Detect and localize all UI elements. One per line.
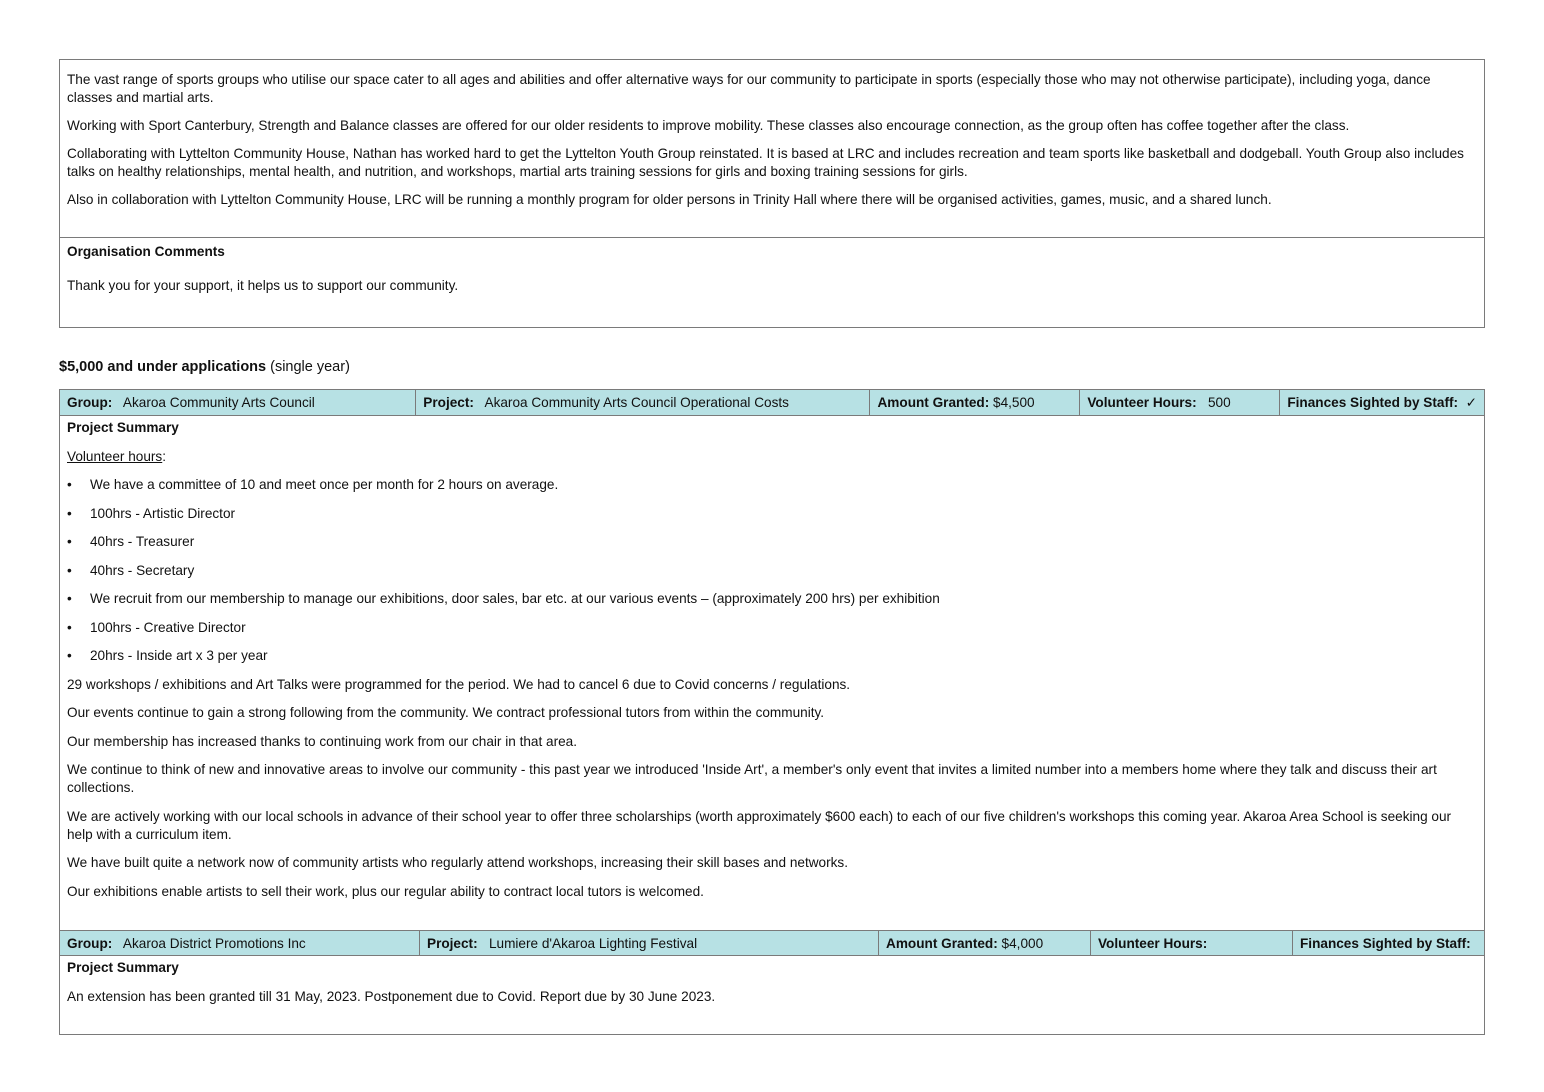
summary-paragraph: 29 workshops / exhibitions and Art Talks were programmed for the period. We had to cancel 6 due to Covid concerns / regulations. — [67, 676, 851, 692]
volunteer-value: 500 — [1207, 395, 1231, 410]
project-summary-continued — [60, 60, 1484, 238]
project-label: Project: — [427, 936, 478, 951]
volunteer-cell — [1090, 931, 1292, 955]
list-item: • We recruit from our membership to manage our exhibitions, door sales, bar etc. at our various events – (approximately 200 hrs) per exhibition — [67, 590, 1477, 608]
volunteer-label: Volunteer Hours: — [1087, 395, 1197, 410]
volunteer-hours-heading-text: Volunteer hours — [67, 448, 163, 464]
summary-paragraph: Also in collaboration with Lyttelton Community House, LRC will be running a monthly program for older persons in Trinity Hall where there will be organised activities, games, music, and a shared lunch. — [67, 192, 1272, 207]
group-label: Group: — [67, 395, 113, 410]
list-item: • 40hrs - Secretary — [67, 562, 1477, 580]
amount-label: Amount Granted: — [886, 936, 998, 951]
summary-paragraph: The vast range of sports groups who utilise our space cater to all ages and abilities and offer alternative ways for our community to participate in sports (especially those who may not otherwise participate), including yoga, dance classes and martial arts. — [67, 72, 1431, 105]
group-cell — [60, 931, 419, 955]
organisation-comments — [60, 238, 1484, 295]
volunteer-hours-list — [67, 476, 1477, 665]
amount-value: $4,500 — [993, 395, 1035, 410]
volunteer-hours-heading: Volunteer hours: — [67, 448, 167, 464]
volunteer-label: Volunteer Hours: — [1098, 936, 1208, 951]
summary-paragraph: We have built quite a network now of community artists who regularly attend workshops, increasing their skill bases and networks. — [67, 855, 849, 870]
amount-value: $4,000 — [1001, 936, 1044, 951]
summary-paragraph: Our exhibitions enable artists to sell their work, plus our regular ability to contract local tutors is welcomed. — [67, 883, 704, 899]
summary-paragraph: We are actively working with our local schools in advance of their school year to offer three scholarships (worth approximately $600 each) to each of our five children's workshops this coming year. Akaroa Area School is seeking our help with a curriculum item. — [67, 808, 1452, 842]
summary-paragraph: An extension has been granted till 31 May, 2023. Postponement due to Covid. Report due by 30 June 2023. — [67, 988, 716, 1004]
finances-cell — [1292, 931, 1484, 955]
summary-paragraph: We continue to think of new and innovative areas to involve our community - this past year we introduced 'Inside Art', a member's only event that invites a limited number into a members home where they talk and discuss their art collections. — [67, 762, 1437, 795]
list-item: • 100hrs - Artistic Director — [67, 505, 1477, 523]
list-item: • We have a committee of 10 and meet once per month for 2 hours on average. — [67, 476, 1477, 494]
application-2 — [60, 930, 1484, 1016]
project-summary — [60, 416, 1484, 901]
summary-paragraph: Our membership has increased thanks to continuing work from our chair in that area. — [67, 733, 578, 749]
section-heading-bold: $5,000 and under applications — [59, 359, 267, 375]
project-value: Akaroa Community Arts Council Operational Costs — [484, 395, 789, 410]
continuation-table — [59, 59, 1485, 328]
group-label: Group: — [67, 936, 113, 951]
project-cell — [419, 931, 878, 955]
list-item: • 40hrs - Treasurer — [67, 533, 1477, 551]
applications-table — [59, 389, 1485, 1035]
finances-cell — [1279, 390, 1484, 415]
summary-paragraph: Our events continue to gain a strong following from the community. We contract professional tutors from within the community. — [67, 705, 825, 720]
group-cell — [60, 390, 415, 415]
finances-label: Finances Sighted by Staff: — [1300, 936, 1471, 951]
list-item: • 100hrs - Creative Director — [67, 619, 1477, 637]
list-item: • 20hrs - Inside art x 3 per year — [67, 647, 1477, 665]
volunteer-cell — [1079, 390, 1279, 415]
group-value: Akaroa District Promotions Inc — [122, 936, 306, 951]
project-cell — [415, 390, 869, 415]
summary-paragraph: Working with Sport Canterbury, Strength and Balance classes are offered for our older residents to improve mobility. These classes also encourage connection, as the group often has coffee together after the class. — [67, 118, 1350, 133]
project-label: Project: — [423, 395, 474, 410]
amount-cell — [878, 931, 1090, 955]
finances-label: Finances Sighted by Staff: — [1287, 395, 1459, 410]
application-header-row — [60, 930, 1484, 956]
comments-title: Organisation Comments — [67, 244, 225, 259]
project-summary — [60, 956, 1484, 1006]
summary-title: Project Summary — [67, 960, 179, 975]
group-value: Akaroa Community Arts Council — [122, 395, 315, 410]
summary-title: Project Summary — [67, 420, 179, 435]
application-header-row — [60, 390, 1484, 416]
section-heading — [59, 357, 350, 377]
summary-paragraph: Collaborating with Lyttelton Community House, Nathan has worked hard to get the Lyttelton Youth Group reinstated. It is based at LRC and includes recreation and team sports like basketball and dodgeball. Youth Group also includes talks on healthy relationships, mental health, and nutrition, and workshops, martial arts training sessions for girls and boxing training sessions for girls. — [67, 146, 1464, 179]
project-value: Lumiere d'Akaroa Lighting Festival — [488, 936, 698, 951]
check-icon: ✓ — [1465, 395, 1477, 410]
section-heading-suffix: (single year) — [266, 359, 350, 375]
amount-cell — [869, 390, 1079, 415]
amount-label: Amount Granted: — [877, 395, 990, 410]
comments-text: Thank you for your support, it helps us to support our community. — [67, 278, 459, 293]
